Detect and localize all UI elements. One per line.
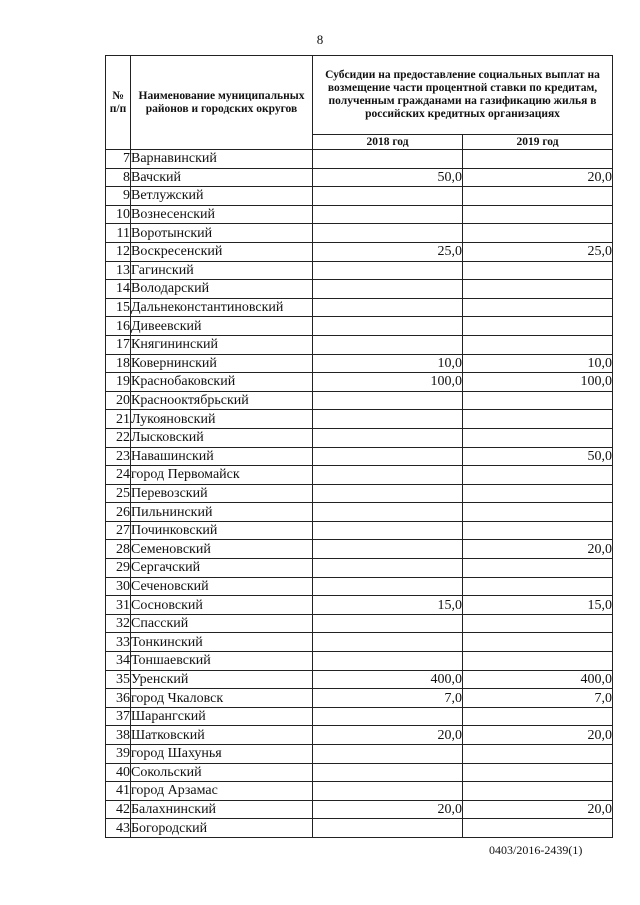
row-value-2018: 400,0 [313, 670, 463, 689]
row-value-2018 [313, 187, 463, 206]
table-row [106, 224, 613, 243]
table-row [106, 819, 613, 838]
table-row [106, 800, 613, 819]
row-value-2019 [463, 205, 613, 224]
row-value-2018 [313, 782, 463, 801]
row-value-2019: 10,0 [463, 354, 613, 373]
row-value-2019: 50,0 [463, 447, 613, 466]
row-municipality: Шатковский [131, 726, 313, 745]
row-value-2019: 25,0 [463, 242, 613, 261]
table-row [106, 242, 613, 261]
row-number: 11 [106, 224, 131, 243]
row-municipality: Дивеевский [131, 317, 313, 336]
row-value-2018 [313, 224, 463, 243]
row-municipality: Ковернинский [131, 354, 313, 373]
row-municipality: Балахнинский [131, 800, 313, 819]
row-municipality: Лукояновский [131, 410, 313, 429]
table-row [106, 745, 613, 764]
row-value-2018 [313, 614, 463, 633]
row-municipality: город Шахунья [131, 745, 313, 764]
row-municipality: город Чкаловск [131, 689, 313, 708]
row-value-2018 [313, 150, 463, 169]
table-row [106, 521, 613, 540]
row-value-2018 [313, 652, 463, 671]
table-row [106, 689, 613, 708]
table-row [106, 614, 613, 633]
row-value-2018 [313, 745, 463, 764]
row-value-2019 [463, 280, 613, 299]
row-number: 37 [106, 707, 131, 726]
table-row [106, 652, 613, 671]
row-municipality: Ветлужский [131, 187, 313, 206]
row-number: 21 [106, 410, 131, 429]
row-value-2018: 50,0 [313, 168, 463, 187]
row-number: 26 [106, 503, 131, 522]
table-row [106, 373, 613, 392]
row-number: 29 [106, 559, 131, 578]
row-value-2018 [313, 205, 463, 224]
table-row [106, 205, 613, 224]
row-number: 36 [106, 689, 131, 708]
row-number: 10 [106, 205, 131, 224]
table-row [106, 763, 613, 782]
row-value-2019: 7,0 [463, 689, 613, 708]
row-number: 33 [106, 633, 131, 652]
row-value-2018 [313, 447, 463, 466]
row-value-2018: 100,0 [313, 373, 463, 392]
page-number: 8 [316, 32, 324, 47]
row-number: 15 [106, 298, 131, 317]
subsidy-table [105, 55, 613, 838]
row-municipality: Уренский [131, 670, 313, 689]
row-number: 13 [106, 261, 131, 280]
table-row [106, 484, 613, 503]
row-municipality: Княгининский [131, 335, 313, 354]
document-code: 0403/2016-2439(1) [489, 843, 583, 857]
row-value-2019 [463, 317, 613, 336]
row-municipality: Тоншаевский [131, 652, 313, 671]
table-row [106, 540, 613, 559]
row-value-2019: 20,0 [463, 800, 613, 819]
row-value-2018 [313, 410, 463, 429]
row-value-2018 [313, 707, 463, 726]
row-municipality: Вачский [131, 168, 313, 187]
row-municipality: Тонкинский [131, 633, 313, 652]
row-value-2019 [463, 335, 613, 354]
row-value-2018 [313, 391, 463, 410]
row-municipality: Починковский [131, 521, 313, 540]
row-municipality: Гагинский [131, 261, 313, 280]
row-number: 16 [106, 317, 131, 336]
row-number: 14 [106, 280, 131, 299]
row-municipality: Сергачский [131, 559, 313, 578]
row-value-2019 [463, 224, 613, 243]
row-value-2019 [463, 652, 613, 671]
table-row [106, 559, 613, 578]
row-municipality: Воротынский [131, 224, 313, 243]
row-value-2019 [463, 428, 613, 447]
row-value-2019: 400,0 [463, 670, 613, 689]
header-municipality: Наименование муниципальных районов и городских округов [131, 56, 313, 150]
row-value-2019 [463, 577, 613, 596]
table-row [106, 782, 613, 801]
table-row [106, 317, 613, 336]
row-number: 28 [106, 540, 131, 559]
row-municipality: Вознесенский [131, 205, 313, 224]
row-value-2019: 20,0 [463, 726, 613, 745]
row-value-2018 [313, 298, 463, 317]
row-value-2018 [313, 428, 463, 447]
row-number: 39 [106, 745, 131, 764]
table-row [106, 354, 613, 373]
row-value-2019 [463, 521, 613, 540]
row-municipality: Богородский [131, 819, 313, 838]
row-municipality: Сеченовский [131, 577, 313, 596]
row-value-2018 [313, 484, 463, 503]
table-row [106, 503, 613, 522]
row-municipality: Лысковский [131, 428, 313, 447]
row-value-2019 [463, 559, 613, 578]
row-value-2018 [313, 261, 463, 280]
row-number: 9 [106, 187, 131, 206]
row-value-2019 [463, 150, 613, 169]
row-municipality: Навашинский [131, 447, 313, 466]
row-value-2019 [463, 707, 613, 726]
row-municipality: город Арзамас [131, 782, 313, 801]
row-number: 24 [106, 466, 131, 485]
table-row [106, 707, 613, 726]
row-value-2018 [313, 335, 463, 354]
row-municipality: Дальнеконстантиновский [131, 298, 313, 317]
row-number: 12 [106, 242, 131, 261]
row-municipality: Семеновский [131, 540, 313, 559]
row-number: 20 [106, 391, 131, 410]
table-row [106, 410, 613, 429]
row-value-2019 [463, 187, 613, 206]
table-header-row [106, 56, 613, 135]
table-row [106, 726, 613, 745]
row-municipality: Сосновский [131, 596, 313, 615]
table-row [106, 150, 613, 169]
row-value-2018 [313, 280, 463, 299]
row-value-2019 [463, 819, 613, 838]
row-number: 32 [106, 614, 131, 633]
row-number: 8 [106, 168, 131, 187]
row-value-2018 [313, 763, 463, 782]
row-value-2018: 7,0 [313, 689, 463, 708]
row-municipality: Шарангский [131, 707, 313, 726]
row-number: 30 [106, 577, 131, 596]
row-value-2019 [463, 503, 613, 522]
row-municipality: Перевозский [131, 484, 313, 503]
row-number: 35 [106, 670, 131, 689]
row-municipality: Краснобаковский [131, 373, 313, 392]
row-number: 41 [106, 782, 131, 801]
row-municipality: Пильнинский [131, 503, 313, 522]
row-number: 18 [106, 354, 131, 373]
header-number: № п/п [106, 56, 131, 150]
row-municipality: Сокольский [131, 763, 313, 782]
row-value-2019: 20,0 [463, 540, 613, 559]
row-value-2019 [463, 745, 613, 764]
row-value-2019 [463, 466, 613, 485]
row-number: 40 [106, 763, 131, 782]
table-row [106, 577, 613, 596]
row-number: 42 [106, 800, 131, 819]
table-row [106, 298, 613, 317]
row-value-2019 [463, 410, 613, 429]
table-row [106, 596, 613, 615]
row-value-2019: 20,0 [463, 168, 613, 187]
header-year-2018: 2018 год [313, 135, 463, 150]
table-row [106, 447, 613, 466]
table-row [106, 391, 613, 410]
row-value-2018: 20,0 [313, 726, 463, 745]
table-row [106, 280, 613, 299]
row-municipality: Краснооктябрьский [131, 391, 313, 410]
row-number: 38 [106, 726, 131, 745]
row-value-2019: 15,0 [463, 596, 613, 615]
row-value-2019 [463, 391, 613, 410]
row-number: 17 [106, 335, 131, 354]
row-number: 25 [106, 484, 131, 503]
row-value-2019 [463, 782, 613, 801]
row-number: 31 [106, 596, 131, 615]
table-row [106, 670, 613, 689]
row-value-2018: 10,0 [313, 354, 463, 373]
table-row [106, 466, 613, 485]
row-value-2018: 25,0 [313, 242, 463, 261]
row-number: 34 [106, 652, 131, 671]
header-year-2019: 2019 год [463, 135, 613, 150]
row-value-2018 [313, 577, 463, 596]
row-municipality: Володарский [131, 280, 313, 299]
row-number: 43 [106, 819, 131, 838]
row-municipality: город Первомайск [131, 466, 313, 485]
table-row [106, 633, 613, 652]
row-value-2018 [313, 633, 463, 652]
row-value-2019 [463, 633, 613, 652]
row-municipality: Варнавинский [131, 150, 313, 169]
table-row [106, 168, 613, 187]
row-number: 7 [106, 150, 131, 169]
row-value-2019: 100,0 [463, 373, 613, 392]
header-subsidy: Субсидии на предоставление социальных выплат на возмещение части процентной ставки по кредитам, полученным гражданами на газификацию жилья в российских кредитных организациях [313, 56, 613, 135]
table-row [106, 187, 613, 206]
row-value-2018 [313, 317, 463, 336]
row-value-2019 [463, 614, 613, 633]
row-value-2019 [463, 484, 613, 503]
row-value-2018: 20,0 [313, 800, 463, 819]
row-value-2019 [463, 763, 613, 782]
row-value-2018 [313, 540, 463, 559]
row-value-2018: 15,0 [313, 596, 463, 615]
row-value-2018 [313, 503, 463, 522]
row-number: 23 [106, 447, 131, 466]
row-number: 22 [106, 428, 131, 447]
row-value-2019 [463, 261, 613, 280]
row-value-2018 [313, 521, 463, 540]
row-number: 19 [106, 373, 131, 392]
row-value-2018 [313, 819, 463, 838]
row-municipality: Спасский [131, 614, 313, 633]
row-value-2019 [463, 298, 613, 317]
table-row [106, 261, 613, 280]
row-number: 27 [106, 521, 131, 540]
table-row [106, 428, 613, 447]
row-municipality: Воскресенский [131, 242, 313, 261]
table-row [106, 335, 613, 354]
row-value-2018 [313, 559, 463, 578]
row-value-2018 [313, 466, 463, 485]
